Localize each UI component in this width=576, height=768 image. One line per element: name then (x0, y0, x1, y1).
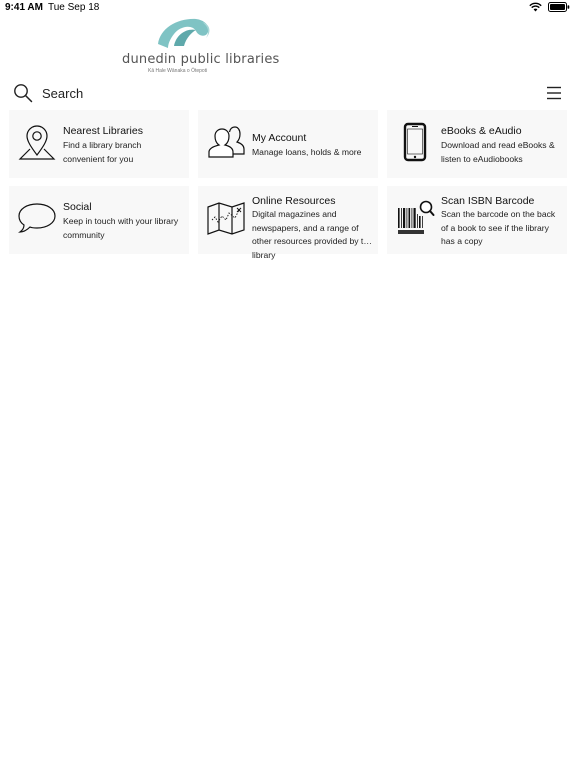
tile-online-resources[interactable] (198, 186, 378, 260)
tile-title: Scan ISBN Barcode (441, 195, 535, 207)
logo-tagline: Kā Hale Wānaka o Ōtepoti (148, 68, 208, 74)
barcode-scan-icon (393, 196, 437, 240)
wave-logo-icon (118, 16, 252, 56)
users-icon (204, 120, 248, 164)
speech-bubble-icon (15, 196, 59, 240)
tile-title: Online Resources (252, 195, 336, 207)
tile-scan-isbn-barcode[interactable] (387, 186, 567, 254)
status-indicators (529, 2, 570, 12)
tile-description: Manage loans, holds & more (252, 147, 362, 157)
status-bar (0, 0, 576, 16)
search-bar (0, 80, 576, 106)
logo-name: dunedin public libraries (122, 52, 280, 67)
status-time: 9:41 AM (5, 2, 43, 13)
battery-icon (548, 2, 570, 12)
map-pin-icon (15, 120, 59, 164)
tile-my-account[interactable] (198, 110, 378, 178)
tile-description: Find a library branch convenient for you (63, 140, 142, 164)
tile-description: Scan the barcode on the back of a book to see if the library has a copy (441, 209, 556, 246)
wifi-icon (529, 2, 542, 12)
menu-icon[interactable] (546, 86, 562, 100)
library-logo[interactable] (118, 16, 280, 76)
tile-description: Download and read eBooks & listen to eAudiobooks (441, 140, 555, 164)
search-input[interactable] (42, 84, 482, 102)
tile-title: eBooks & eAudio (441, 125, 522, 137)
tile-description: Keep in touch with your library community (63, 216, 179, 240)
tile-title: Nearest Libraries (63, 125, 143, 137)
map-icon (204, 196, 248, 240)
status-date: Tue Sep 18 (48, 2, 100, 13)
tile-social[interactable] (9, 186, 189, 254)
tile-title: My Account (252, 132, 307, 144)
tablet-icon (393, 120, 437, 164)
tile-description: Digital magazines and newspapers, and a range of other resources provided by the library (252, 209, 373, 260)
tile-ebooks-eaudio[interactable] (387, 110, 567, 178)
search-icon[interactable] (13, 83, 33, 103)
tile-nearest-libraries[interactable] (9, 110, 189, 178)
tile-title: Social (63, 201, 92, 213)
